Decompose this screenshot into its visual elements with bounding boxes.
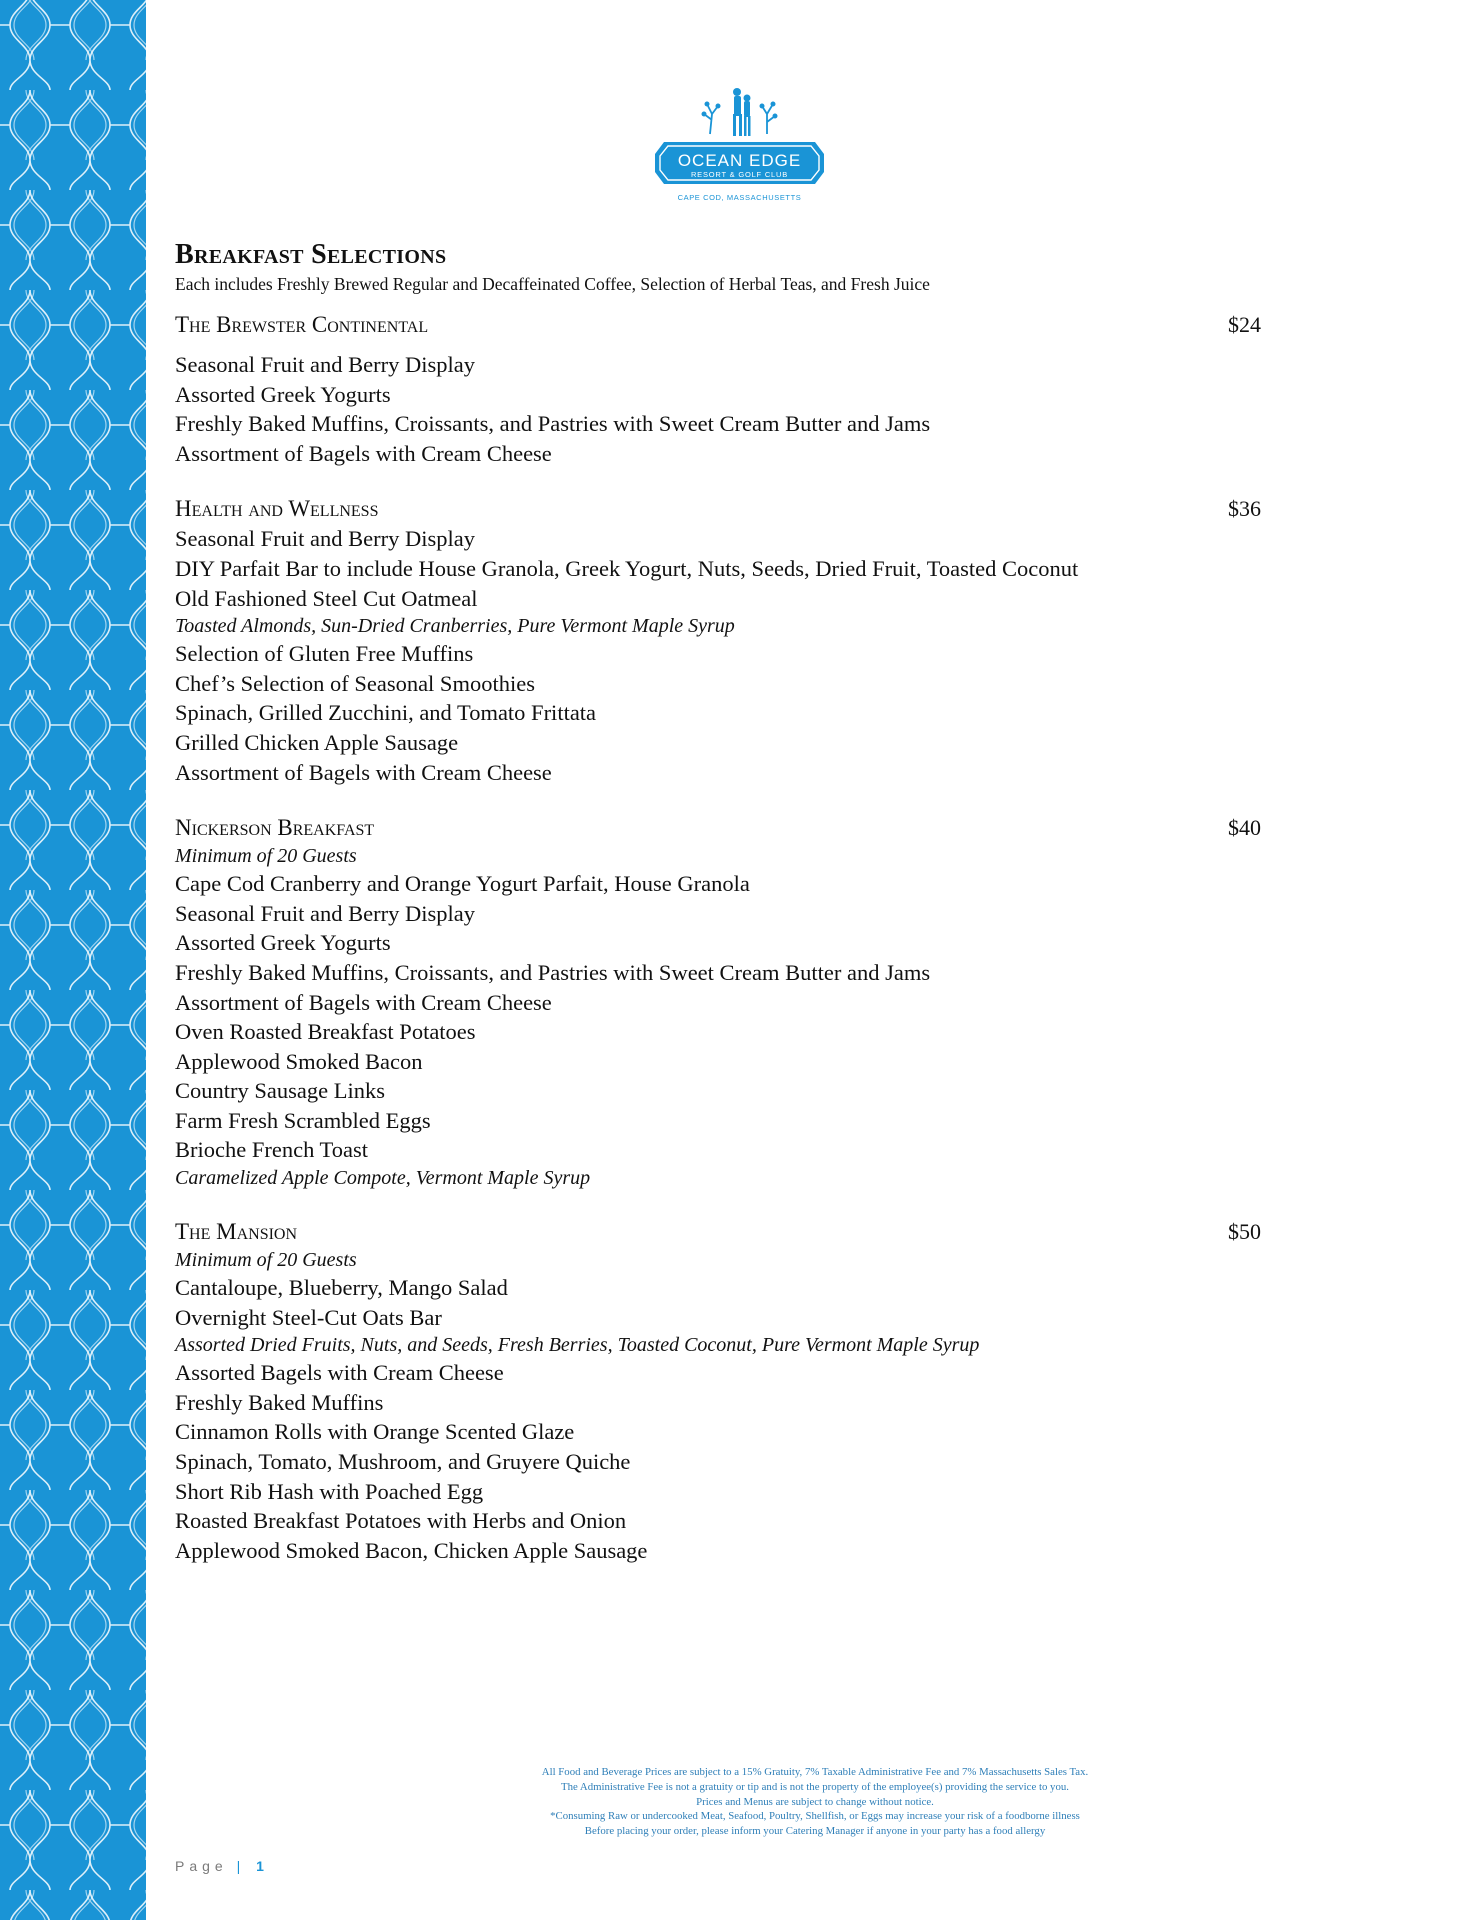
menu-sections — [175, 310, 1265, 1565]
footer-line: Prices and Menus are subject to change without notice. — [696, 1795, 934, 1808]
footer-line: The Administrative Fee is not a gratuity or tip and is not the property of the employee(s) providing the service to you. — [561, 1780, 1069, 1793]
menu-item-note: Caramelized Apple Compote, Vermont Maple Syrup — [175, 1167, 591, 1190]
menu-item: Seasonal Fruit and Berry Display — [175, 526, 475, 552]
menu-item: Freshly Baked Muffins, Croissants, and Pastries with Sweet Cream Butter and Jams — [175, 959, 931, 985]
menu-item: Assortment of Bagels with Cream Cheese — [175, 759, 552, 785]
logo-location: CAPE COD, MASSACHUSETTS — [677, 193, 802, 202]
section-name: The Mansion — [175, 1219, 298, 1245]
menu-item: Spinach, Grilled Zucchini, and Tomato Frittata — [175, 700, 597, 726]
lattice-pattern — [0, 0, 146, 1920]
section-header — [175, 494, 1265, 524]
menu-item: Grilled Chicken Apple Sausage — [175, 729, 459, 755]
logo-tagline: RESORT & GOLF CLUB — [690, 170, 789, 179]
figures-tree-icon — [702, 88, 778, 136]
section-name: Nickerson Breakfast — [175, 815, 375, 841]
menu-item: Applewood Smoked Bacon — [175, 1048, 423, 1074]
section-price: $36 — [1228, 496, 1261, 522]
menu-item: Roasted Breakfast Potatoes with Herbs and Onion — [175, 1508, 627, 1534]
page-separator: | — [236, 1858, 246, 1874]
menu-section — [175, 494, 1265, 787]
menu-item: Old Fashioned Steel Cut Oatmeal — [175, 585, 478, 611]
ocean-edge-logo — [652, 84, 827, 209]
footer-line: *Consuming Raw or undercooked Meat, Seafood, Poultry, Shellfish, or Eggs may increase your risk of a foodborne illness — [550, 1810, 1080, 1823]
menu-item: Farm Fresh Scrambled Eggs — [175, 1107, 431, 1133]
menu-item: Cape Cod Cranberry and Orange Yogurt Parfait, House Granola — [175, 871, 750, 897]
menu-item: Assorted Bagels with Cream Cheese — [175, 1360, 504, 1386]
footer-line: Before placing your order, please inform your Catering Manager if anyone in your party has a food allergy — [584, 1825, 1046, 1838]
menu-item: Applewood Smoked Bacon, Chicken Apple Sausage — [175, 1537, 648, 1563]
menu-item: Country Sausage Links — [175, 1078, 385, 1104]
page-label-text: Page — [175, 1858, 228, 1874]
section-price: $24 — [1228, 312, 1261, 337]
menu-item: Cantaloupe, Blueberry, Mango Salad — [175, 1275, 508, 1301]
section-name: Health and Wellness — [175, 496, 379, 522]
section-header — [175, 813, 1265, 843]
logo-name: OCEAN EDGE — [677, 151, 802, 170]
decorative-side-band — [0, 0, 146, 1920]
menu-section — [175, 1217, 1265, 1565]
menu-item: Seasonal Fruit and Berry Display — [175, 352, 475, 377]
menu-item: Brioche French Toast — [175, 1137, 368, 1163]
page-title: Breakfast Selections — [175, 239, 447, 270]
page-number — [175, 1858, 264, 1874]
menu-section — [175, 813, 1265, 1191]
menu-item-note: Assorted Dried Fruits, Nuts, and Seeds, Fresh Berries, Toasted Coconut, Pure Vermont Maple Syrup — [175, 1334, 980, 1357]
section-header — [175, 310, 1265, 340]
menu-item: Assorted Greek Yogurts — [175, 930, 391, 956]
menu-content — [175, 238, 1265, 1591]
menu-item: Cinnamon Rolls with Orange Scented Glaze — [175, 1419, 575, 1445]
menu-item: Freshly Baked Muffins — [175, 1389, 384, 1415]
menu-item: Short Rib Hash with Poached Egg — [175, 1478, 484, 1504]
menu-item: Freshly Baked Muffins, Croissants, and Pastries with Sweet Cream Butter and Jams — [175, 411, 931, 437]
menu-item: Overnight Steel-Cut Oats Bar — [175, 1304, 442, 1330]
page-number-value: 1 — [256, 1858, 264, 1874]
menu-item: Seasonal Fruit and Berry Display — [175, 900, 475, 926]
menu-item: Oven Roasted Breakfast Potatoes — [175, 1019, 476, 1045]
page-subtitle: Each includes Freshly Brewed Regular and Decaffeinated Coffee, Selection of Herbal Teas, and Fresh Juice — [175, 274, 930, 294]
menu-item: Assortment of Bagels with Cream Cheese — [175, 440, 552, 466]
section-price: $50 — [1228, 1219, 1261, 1245]
menu-item: Chef’s Selection of Seasonal Smoothies — [175, 670, 535, 696]
menu-item: Spinach, Tomato, Mushroom, and Gruyere Quiche — [175, 1449, 631, 1475]
section-header — [175, 1217, 1265, 1247]
menu-item-note: Toasted Almonds, Sun-Dried Cranberries, Pure Vermont Maple Syrup — [175, 615, 735, 638]
menu-item: DIY Parfait Bar to include House Granola, Greek Yogurt, Nuts, Seeds, Dried Fruit, Toasted Coconut — [175, 555, 1079, 581]
menu-item-note: Minimum of 20 Guests — [175, 1249, 357, 1272]
menu-item: Assorted Greek Yogurts — [175, 381, 391, 407]
footer-disclaimer — [146, 1765, 1484, 1839]
menu-item: Assortment of Bagels with Cream Cheese — [175, 989, 552, 1015]
footer-line: All Food and Beverage Prices are subject to a 15% Gratuity, 7% Taxable Administrative Fee and 7% Massachusetts Sales Tax. — [541, 1766, 1089, 1778]
menu-section — [175, 310, 1265, 468]
section-name: The Brewster Continental — [175, 312, 429, 337]
menu-item: Selection of Gluten Free Muffins — [175, 641, 474, 667]
menu-item-note: Minimum of 20 Guests — [175, 845, 357, 868]
section-price: $40 — [1228, 815, 1261, 841]
